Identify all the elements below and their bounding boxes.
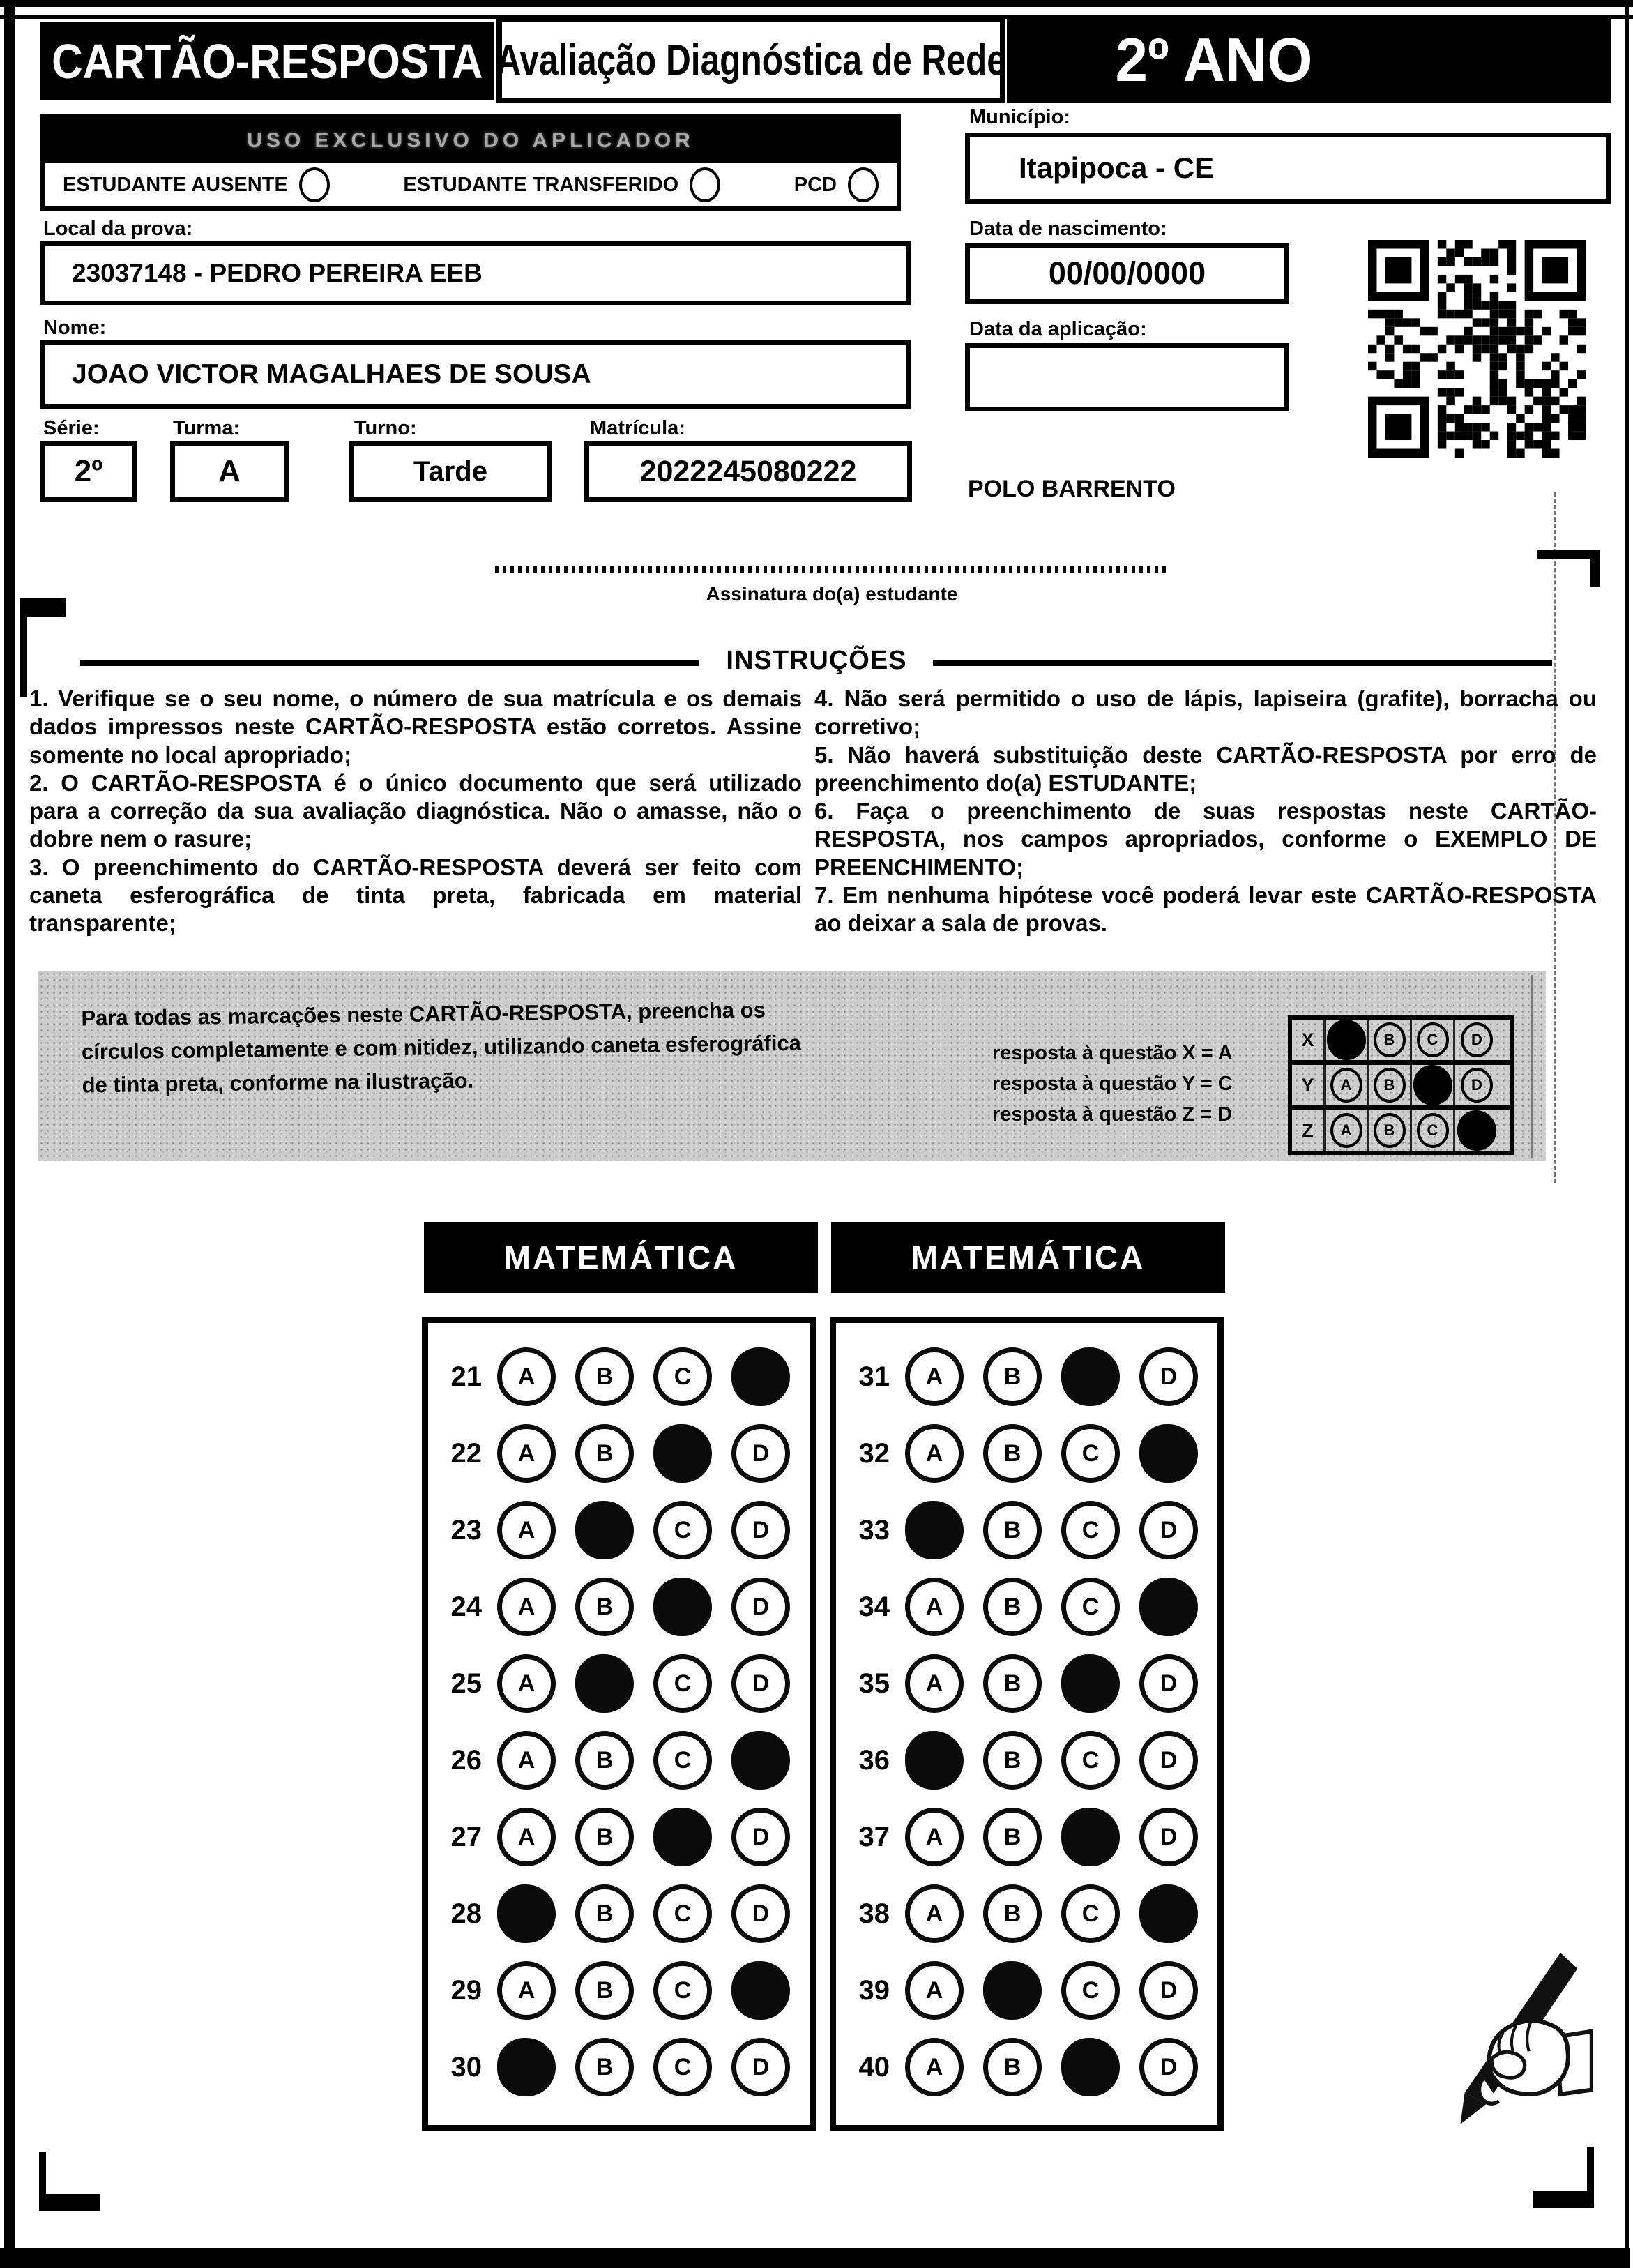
question-number: 34 xyxy=(858,1591,890,1622)
example-bubble-d: D xyxy=(1461,1068,1493,1103)
question-row xyxy=(428,1338,810,1415)
crop-mark-bottom-left xyxy=(39,2194,100,2211)
question-row xyxy=(428,1722,810,1799)
question-row xyxy=(428,1568,810,1645)
answer-bubble-21-a[interactable]: A xyxy=(497,1347,556,1406)
question-number: 26 xyxy=(450,1744,482,1776)
question-number: 33 xyxy=(858,1514,890,1545)
question-row xyxy=(836,1722,1217,1799)
crop-mark-bottom-right-arm xyxy=(1587,2147,1594,2193)
question-row xyxy=(836,1952,1217,2029)
answer-bubble-40-a[interactable]: A xyxy=(905,2038,964,2096)
answer-bubble-38-d[interactable] xyxy=(1139,1884,1198,1943)
answer-bubble-31-c[interactable] xyxy=(1061,1347,1120,1406)
answer-bubble-28-d[interactable]: D xyxy=(731,1884,790,1943)
answer-bubble-35-c[interactable] xyxy=(1061,1654,1120,1713)
question-number: 22 xyxy=(450,1437,482,1469)
question-row xyxy=(836,1645,1217,1722)
question-row xyxy=(836,1415,1217,1492)
answer-bubble-40-c[interactable] xyxy=(1061,2038,1120,2096)
question-row xyxy=(836,1492,1217,1568)
question-number: 28 xyxy=(450,1898,482,1929)
subject-title: MATEMÁTICA xyxy=(911,1239,1146,1276)
subject-header-right xyxy=(831,1222,1225,1293)
answer-bubble-21-d[interactable] xyxy=(731,1347,790,1406)
nome-label: Nome: xyxy=(43,317,107,339)
answer-bubble-36-b[interactable]: B xyxy=(983,1731,1042,1790)
nascimento-label: Data de nascimento: xyxy=(969,218,1167,240)
answer-bubble-25-a[interactable]: A xyxy=(497,1654,556,1713)
municipio-label: Município: xyxy=(969,106,1070,128)
instructions-column-right xyxy=(814,685,1597,937)
matricula-value: 2022245080222 xyxy=(639,454,857,488)
answer-bubble-31-d[interactable]: D xyxy=(1139,1347,1198,1406)
answer-bubble-28-a[interactable] xyxy=(497,1884,556,1943)
instructions-rule-left xyxy=(80,660,699,666)
signature-line[interactable] xyxy=(495,566,1169,573)
answer-bubble-26-c[interactable]: C xyxy=(653,1731,712,1790)
example-row-label: X xyxy=(1292,1020,1326,1060)
instruction-item: 1. Verifique se o seu nome, o número de sua matrícula e os demais dados impressos neste CARTÃO-RESPOSTA estão corretos. Assine somente no local apropriado; xyxy=(29,686,802,768)
fill-example-note: Para todas as marcações neste CARTÃO-RESPOSTA, preencha os círculos completamente e com nitidez, utilizando caneta esferográfica de tinta preta, conforme na ilustração. xyxy=(81,997,802,1098)
card-title-banner xyxy=(40,22,494,100)
answer-bubble-36-d[interactable]: D xyxy=(1139,1731,1198,1790)
serie-box xyxy=(40,441,137,502)
applicator-option-label: ESTUDANTE AUSENTE xyxy=(63,173,288,196)
question-number: 37 xyxy=(858,1821,890,1852)
question-number: 36 xyxy=(858,1744,890,1776)
example-bubble-c: C xyxy=(1417,1113,1449,1148)
answer-bubble-30-a[interactable] xyxy=(497,2038,556,2096)
question-row xyxy=(428,1415,810,1492)
answer-bubble-22-d[interactable]: D xyxy=(731,1424,790,1483)
answer-bubble-27-d[interactable]: D xyxy=(731,1808,790,1866)
question-number: 35 xyxy=(858,1668,890,1699)
instruction-item: 2. O CARTÃO-RESPOSTA é o único documento que será utilizado para a correção da sua avaliação diagnóstica. Não o amasse, não o dobre nem o rasure; xyxy=(29,769,802,852)
question-number: 39 xyxy=(858,1974,890,2006)
question-number: 27 xyxy=(450,1821,482,1852)
nome-box xyxy=(40,340,911,409)
example-row xyxy=(1292,1065,1510,1110)
answer-bubble-21-c[interactable]: C xyxy=(653,1347,712,1406)
answer-bubble-23-a[interactable]: A xyxy=(497,1501,556,1559)
applicator-option xyxy=(403,167,720,202)
answer-bubble-34-d[interactable] xyxy=(1139,1578,1198,1636)
question-number: 40 xyxy=(858,2051,890,2082)
applicator-option xyxy=(794,167,879,202)
answer-bubble-34-c[interactable]: C xyxy=(1061,1578,1120,1636)
qr-code xyxy=(1368,240,1586,458)
local-prova-value: 23037148 - PEDRO PEREIRA EEB xyxy=(72,259,483,287)
answer-bubble-33-a[interactable] xyxy=(905,1501,964,1559)
answer-bubble-34-b[interactable]: B xyxy=(983,1578,1042,1636)
aplicacao-label: Data da aplicação: xyxy=(969,318,1147,340)
question-row xyxy=(836,1568,1217,1645)
question-row xyxy=(428,1492,810,1568)
fill-example-grid xyxy=(1288,1015,1514,1155)
example-row xyxy=(1292,1110,1510,1151)
turma-box xyxy=(170,441,289,502)
answer-bubble-38-a[interactable]: A xyxy=(905,1884,964,1943)
answer-grid-31-40 xyxy=(830,1317,1224,2131)
answer-bubble-22-c[interactable] xyxy=(653,1424,712,1483)
answer-bubble-26-a[interactable]: A xyxy=(497,1731,556,1790)
serie-label: Série: xyxy=(43,417,100,439)
aplicacao-box xyxy=(965,343,1289,411)
page-border-top xyxy=(0,0,1633,7)
signature-label: Assinatura do(a) estudante xyxy=(706,583,958,605)
nascimento-value: 00/00/0000 xyxy=(1048,255,1206,291)
answer-bubble-27-b[interactable]: B xyxy=(575,1808,634,1866)
municipio-value: Itapipoca - CE xyxy=(1019,151,1215,184)
answer-bubble-22-a[interactable]: A xyxy=(497,1424,556,1483)
answer-bubble-25-d[interactable]: D xyxy=(731,1654,790,1713)
nome-value: JOAO VICTOR MAGALHAES DE SOUSA xyxy=(72,359,591,389)
exam-title-banner xyxy=(496,17,1005,103)
example-bubble-b: B xyxy=(1374,1068,1406,1103)
page-border-bottom xyxy=(0,2248,1630,2268)
example-bubble-b: B xyxy=(1374,1113,1406,1148)
local-prova-box xyxy=(40,241,911,305)
question-number: 31 xyxy=(858,1361,890,1392)
answer-bubble-27-a[interactable]: A xyxy=(497,1808,556,1866)
question-row xyxy=(428,1799,810,1875)
municipio-box xyxy=(965,133,1611,204)
answer-bubble-25-b[interactable] xyxy=(575,1654,634,1713)
applicator-option-label: ESTUDANTE TRANSFERIDO xyxy=(403,173,679,196)
applicator-option xyxy=(63,167,330,202)
answer-bubble-29-d[interactable] xyxy=(731,1961,790,2020)
question-row xyxy=(836,1875,1217,1952)
question-number: 30 xyxy=(450,2051,482,2082)
example-bubble-c: C xyxy=(1417,1022,1449,1057)
answer-bubble-36-a[interactable] xyxy=(905,1731,964,1790)
instruction-item: 7. Em nenhuma hipótese você poderá levar este CARTÃO-RESPOSTA ao deixar a sala de provas. xyxy=(814,882,1597,936)
answer-grid-21-30 xyxy=(422,1317,816,2131)
answer-bubble-35-d[interactable]: D xyxy=(1139,1654,1198,1713)
question-number: 38 xyxy=(858,1898,890,1929)
answer-bubble-29-b[interactable]: B xyxy=(575,1961,634,2020)
answer-bubble-23-c[interactable]: C xyxy=(653,1501,712,1559)
turno-label: Turno: xyxy=(354,417,417,439)
question-number: 23 xyxy=(450,1514,482,1545)
grade-banner xyxy=(1007,17,1611,103)
turno-box xyxy=(349,441,552,502)
crop-mark-top-right-arm xyxy=(1590,550,1600,587)
local-prova-label: Local da prova: xyxy=(43,218,193,240)
fold-line xyxy=(1554,492,1556,1183)
instructions-rule-right xyxy=(933,660,1552,666)
answer-bubble-36-c[interactable]: C xyxy=(1061,1731,1120,1790)
answer-bubble-38-b[interactable]: B xyxy=(983,1884,1042,1943)
answer-bubble-38-c[interactable]: C xyxy=(1061,1884,1120,1943)
example-bubble-b: B xyxy=(1374,1022,1406,1057)
answer-bubble-35-b[interactable]: B xyxy=(983,1654,1042,1713)
answer-bubble-30-c[interactable]: C xyxy=(653,2038,712,2096)
answer-bubble-24-b[interactable]: B xyxy=(575,1578,634,1636)
question-number: 25 xyxy=(450,1668,482,1699)
example-bubble-a: A xyxy=(1330,1068,1362,1103)
crop-mark-bottom-right xyxy=(1533,2191,1594,2208)
answer-bubble-23-b[interactable] xyxy=(575,1501,634,1559)
example-legend-line: resposta à questão X = A xyxy=(992,1042,1233,1064)
answer-bubble-30-b[interactable]: B xyxy=(575,2038,634,2096)
question-row xyxy=(836,1799,1217,1875)
card-title: CARTÃO-RESPOSTA xyxy=(51,34,483,89)
answer-bubble-23-d[interactable]: D xyxy=(731,1501,790,1559)
subject-header-left xyxy=(424,1222,818,1293)
applicator-option-label: PCD xyxy=(793,173,837,196)
answer-bubble-22-b[interactable]: B xyxy=(575,1424,634,1483)
crop-mark-bottom-left-arm xyxy=(39,2152,46,2198)
answer-bubble-32-c[interactable]: C xyxy=(1061,1424,1120,1483)
answer-bubble-29-c[interactable]: C xyxy=(653,1961,712,2020)
answer-bubble-31-a[interactable]: A xyxy=(905,1347,964,1406)
question-row xyxy=(428,1952,810,2029)
answer-bubble-27-c[interactable] xyxy=(653,1808,712,1866)
answer-bubble-24-c[interactable] xyxy=(653,1578,712,1636)
answer-bubble-26-d[interactable] xyxy=(731,1731,790,1790)
answer-bubble-30-d[interactable]: D xyxy=(731,2038,790,2096)
answer-bubble-29-a[interactable]: A xyxy=(497,1961,556,2020)
example-bubble-c xyxy=(1413,1065,1452,1105)
instructions-column-left xyxy=(29,685,802,937)
instruction-item: 6. Faça o preenchimento de suas respostas neste CARTÃO-RESPOSTA, nos campos apropriados, conforme o EXEMPLO DE PREENCHIMENTO; xyxy=(814,798,1597,880)
question-row xyxy=(836,2029,1217,2106)
answer-bubble-34-a[interactable]: A xyxy=(905,1578,964,1636)
question-row xyxy=(428,1645,810,1722)
answer-bubble-37-c[interactable] xyxy=(1061,1808,1120,1866)
answer-bubble-21-b[interactable]: B xyxy=(575,1347,634,1406)
answer-bubble-37-d[interactable]: D xyxy=(1139,1808,1198,1866)
answer-bubble-31-b[interactable]: B xyxy=(983,1347,1042,1406)
turno-value: Tarde xyxy=(413,455,487,487)
question-number: 24 xyxy=(450,1591,482,1622)
polo-label: POLO BARRENTO xyxy=(968,476,1176,502)
example-legend-line: resposta à questão Y = C xyxy=(992,1073,1233,1095)
answer-bubble-32-b[interactable]: B xyxy=(983,1424,1042,1483)
question-number: 21 xyxy=(450,1361,482,1392)
nascimento-box xyxy=(965,243,1289,304)
applicator-option-circle[interactable] xyxy=(690,167,720,202)
answer-bubble-32-d[interactable] xyxy=(1139,1424,1198,1483)
applicator-option-circle[interactable] xyxy=(299,167,330,202)
instruction-item: 5. Não haverá substituição deste CARTÃO-RESPOSTA por erro de preenchimento do(a) ESTUDANTE; xyxy=(814,741,1597,796)
example-legend-line: resposta à questão Z = D xyxy=(992,1103,1233,1126)
example-row-label: Y xyxy=(1292,1065,1326,1105)
matricula-label: Matrícula: xyxy=(590,417,685,439)
instructions-title: INSTRUÇÕES xyxy=(726,646,907,675)
answer-bubble-37-a[interactable]: A xyxy=(905,1808,964,1866)
answer-bubble-35-a[interactable]: A xyxy=(905,1654,964,1713)
example-row xyxy=(1292,1020,1510,1065)
fill-example-legend xyxy=(992,1038,1292,1130)
answer-bubble-25-c[interactable]: C xyxy=(653,1654,712,1713)
answer-bubble-26-b[interactable]: B xyxy=(575,1731,634,1790)
question-row xyxy=(428,2029,810,2106)
answer-bubble-28-b[interactable]: B xyxy=(575,1884,634,1943)
example-bubble-d xyxy=(1457,1110,1496,1151)
answer-bubble-32-a[interactable]: A xyxy=(905,1424,964,1483)
grade-label: 2º ANO xyxy=(1115,25,1313,94)
answer-bubble-28-c[interactable]: C xyxy=(653,1884,712,1943)
matricula-box xyxy=(584,441,912,502)
subject-title: MATEMÁTICA xyxy=(503,1239,738,1276)
page-border-right xyxy=(1625,0,1629,2250)
applicator-option-circle[interactable] xyxy=(848,167,879,202)
applicator-options-row xyxy=(45,163,897,206)
turma-value: A xyxy=(218,454,241,488)
instruction-item: 3. O preenchimento do CARTÃO-RESPOSTA deverá ser feito com caneta esferográfica de tinta preta, fabricada em material transparente; xyxy=(29,854,802,936)
instruction-item: 4. Não será permitido o uso de lápis, lapiseira (grafite), borracha ou corretivo; xyxy=(814,686,1597,740)
exam-title: Avaliação Diagnóstica de Rede xyxy=(496,36,1006,84)
answer-bubble-39-d[interactable]: D xyxy=(1139,1961,1198,2020)
answer-bubble-39-a[interactable]: A xyxy=(905,1961,964,2020)
serie-value: 2º xyxy=(74,454,103,488)
applicator-panel xyxy=(40,114,901,211)
fill-example-panel xyxy=(38,971,1546,1161)
answer-bubble-39-b[interactable] xyxy=(983,1961,1042,2020)
answer-bubble-33-b[interactable]: B xyxy=(983,1501,1042,1559)
example-bubble-a xyxy=(1327,1020,1366,1060)
turma-label: Turma: xyxy=(173,417,241,439)
example-bubble-a: A xyxy=(1330,1113,1362,1148)
hand-with-pen-illustration xyxy=(1419,1953,1593,2131)
answer-bubble-40-d[interactable]: D xyxy=(1139,2038,1198,2096)
answer-bubble-24-d[interactable]: D xyxy=(731,1578,790,1636)
fold-line-short xyxy=(1531,975,1533,1158)
question-number: 32 xyxy=(858,1437,890,1469)
question-row xyxy=(836,1338,1217,1415)
answer-bubble-37-b[interactable]: B xyxy=(983,1808,1042,1866)
page-border-left xyxy=(4,0,15,2268)
answer-bubble-33-d[interactable]: D xyxy=(1139,1501,1198,1559)
question-row xyxy=(428,1875,810,1952)
example-row-label: Z xyxy=(1292,1110,1326,1151)
answer-bubble-40-b[interactable]: B xyxy=(983,2038,1042,2096)
question-number: 29 xyxy=(450,1974,482,2006)
answer-bubble-39-c[interactable]: C xyxy=(1061,1961,1120,2020)
answer-bubble-24-a[interactable]: A xyxy=(497,1578,556,1636)
example-bubble-d: D xyxy=(1461,1022,1493,1057)
answer-bubble-33-c[interactable]: C xyxy=(1061,1501,1120,1559)
applicator-panel-title: USO EXCLUSIVO DO APLICADOR xyxy=(45,119,897,163)
